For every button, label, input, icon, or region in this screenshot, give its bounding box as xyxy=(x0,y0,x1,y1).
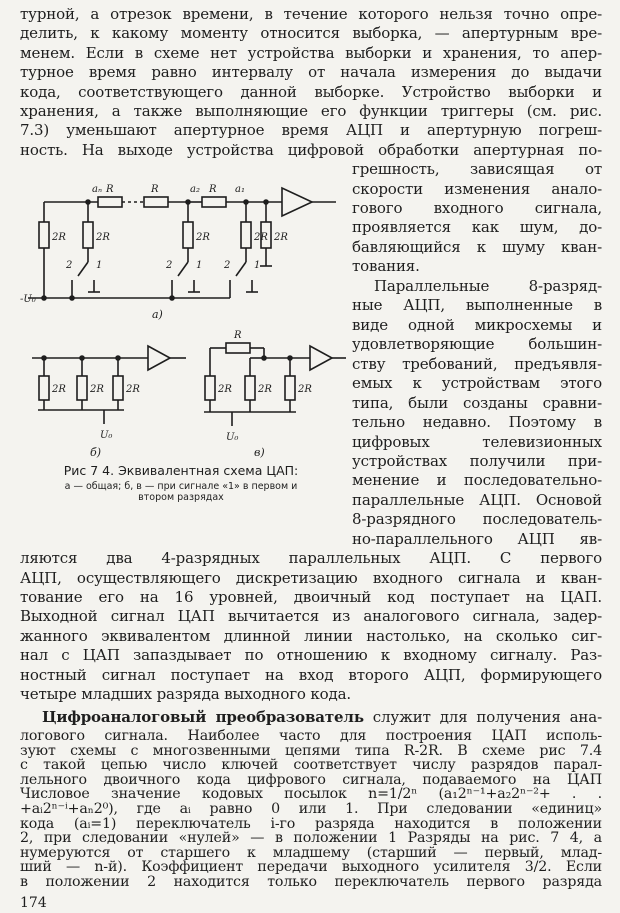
page-number: 174 xyxy=(20,895,47,911)
resistor-2r xyxy=(77,376,87,400)
label-uo: U₀ xyxy=(100,430,113,441)
text-line: четыре младших разряда выходного кода. xyxy=(20,685,352,703)
text-line: турной, а отрезок времени, в течение которого нельзя точно опре- xyxy=(20,5,602,23)
text-line: нал с ЦАП запаздывает по отношению к входному сигналу. Раз- xyxy=(20,646,602,664)
label-2r: 2R xyxy=(218,384,232,395)
text-line: 7.3) уменьшают апертурное время АЦП и апертурную погреш- xyxy=(20,121,602,139)
label-input: -U₀ xyxy=(20,294,36,305)
label-r: R xyxy=(151,184,159,195)
text-line: хранения, а также выполняющие его функции триггеры (см. рис. xyxy=(20,102,602,120)
label-switch-pos-1: 1 xyxy=(196,260,203,271)
label-switch-pos-1: 1 xyxy=(254,260,261,271)
label-uo: U₀ xyxy=(226,432,239,443)
op-amp-c xyxy=(310,346,332,370)
label-switch-pos-2: 2 xyxy=(166,260,173,271)
op-amp-b xyxy=(148,346,170,370)
text-line: виде одной микросхемы и xyxy=(352,316,602,334)
resistor-2r xyxy=(205,376,215,400)
text-line: менение и последовательно- xyxy=(352,471,602,489)
text-line: удовлетворяющие большин- xyxy=(352,335,602,353)
resistor-2r xyxy=(285,376,295,400)
figure-caption-title: Рис 7 4. Эквивалентная схема ЦАП: xyxy=(63,463,299,478)
subfigure-label-b: б) xyxy=(90,446,102,459)
label-2r: 2R xyxy=(52,232,66,243)
text-line: 8-разрядного последователь- xyxy=(352,510,602,528)
resistor-2r xyxy=(245,376,255,400)
label-r: R xyxy=(234,330,242,341)
text-line: Числовое значение кодовых посылок n=1/2ⁿ (a₁2ⁿ⁻¹+a₂2ⁿ⁻²+ . . xyxy=(20,786,602,803)
text-line: устройствах получили при- xyxy=(352,452,602,470)
label-r: R xyxy=(209,184,217,195)
text-line: +aᵢ2ⁿ⁻ⁱ+aₙ2⁰), где aᵢ равно 0 или 1. При следовании «единиц» xyxy=(20,801,602,817)
text-line: кода, соответствующего данной выборке. Устройство выборки и xyxy=(20,83,602,101)
resistor-r xyxy=(226,343,250,353)
text-line: кода (aᵢ=1) переключатель i-го разряда находится в положении xyxy=(20,815,602,832)
label-2r: 2R xyxy=(52,384,66,395)
text-line: делить, к какому моменту относится выборка, — апертурным вре- xyxy=(20,24,602,42)
text-line: тование его на 16 уровней, двоичный код поступает на ЦАП. xyxy=(20,588,602,606)
text-line: параллельные АЦП. Основой xyxy=(352,491,602,509)
text-line: жанного эквивалентом длинной линии настолько, на сколько сиг- xyxy=(20,627,602,645)
text-line: логового сигнала. Наиболее часто для построения ЦАП исполь- xyxy=(20,728,602,744)
resistor-2r xyxy=(83,222,93,248)
text-line: Цифроаналоговый преобразователь служит для получения ана- xyxy=(42,708,602,726)
figure-caption-legend: а — общая; б, в — при сигнале «1» в первом и xyxy=(64,481,298,492)
subfigure-label-c: в) xyxy=(254,446,265,459)
dac-circuit-figure xyxy=(20,180,350,462)
label-2r: 2R xyxy=(254,232,268,243)
label-2r: 2R xyxy=(90,384,104,395)
text-line: в положении 2 находится только переключатель первого разряда xyxy=(20,874,602,890)
text-line: но-параллельного АЦП яв- xyxy=(352,530,602,548)
label-r: R xyxy=(106,184,114,195)
section-heading: Цифроаналоговый преобразователь xyxy=(42,708,364,726)
label-a1: a₁ xyxy=(235,184,245,195)
label-a2: a₂ xyxy=(190,184,200,195)
label-switch-pos-2: 2 xyxy=(66,260,73,271)
label-2r: 2R xyxy=(274,232,288,243)
resistor-r xyxy=(144,197,168,207)
text-line: емых к устройствам этого xyxy=(352,374,602,392)
resistor-2r xyxy=(39,222,49,248)
text-line: ству требований, предъявля- xyxy=(352,355,602,373)
text-line: зуют схемы с многозвенными цепями типа R-2R. В схеме рис 7.4 xyxy=(20,742,602,759)
text-line: турное время равно интервалу от начала измерения до выдачи xyxy=(20,63,602,81)
text-line: АЦП, осуществляющего дискретизацию входного сигнала и кван- xyxy=(20,569,602,587)
text-line: скорости изменения анало- xyxy=(352,180,602,198)
text-line: Выходной сигнал ЦАП вычитается из аналогового сигнала, задер- xyxy=(20,607,602,625)
label-2r: 2R xyxy=(258,384,272,395)
text-line: цифровых телевизионных xyxy=(352,433,602,451)
text-line: с такой цепью число ключей соответствует числу разрядов парал- xyxy=(20,757,602,774)
label-2r: 2R xyxy=(96,232,110,243)
text-line: нумеруются от старшего к младшему (старший — первый, млад- xyxy=(20,844,602,861)
op-amp-a xyxy=(282,188,312,216)
text-line: ляются два 4-разрядных параллельных АЦП. С первого xyxy=(20,549,602,567)
label-switch-pos-2: 2 xyxy=(224,260,231,271)
text-line: лельного двоичного кода цифрового сигнала, подаваемого на ЦАП xyxy=(20,771,602,788)
subfigure-label-a: а) xyxy=(152,308,163,321)
text-line: проявляется как шум, до- xyxy=(352,218,602,236)
resistor-2r xyxy=(183,222,193,248)
text-line: менем. Если в схеме нет устройства выборки и хранения, то апер- xyxy=(20,44,602,62)
resistor-2r xyxy=(39,376,49,400)
text-line: тования. xyxy=(352,257,420,275)
text-line: типа, были созданы сравни- xyxy=(352,394,602,412)
text-line: 2, при следовании «нулей» — в положении 1 Разряды на рис. 7 4, а xyxy=(20,830,602,847)
resistor-r xyxy=(98,197,122,207)
text-line: ший — n-й). Коэффициент передачи выходного усилителя 3/2. Если xyxy=(20,859,602,876)
text-line: грешность, зависящая от xyxy=(352,160,602,178)
text-line: бавляющийся к шуму кван- xyxy=(352,238,602,256)
label-switch-pos-1: 1 xyxy=(96,260,103,271)
text-line: ность. На выходе устройства цифровой обработки апертурная по- xyxy=(20,141,602,159)
figure-caption-legend: втором разрядах xyxy=(138,492,224,503)
label-an: aₙ xyxy=(92,184,103,195)
text-line: Параллельные 8-разряд- xyxy=(374,277,602,295)
resistor-2r xyxy=(241,222,251,248)
text-line: тельно недавно. Поэтому в xyxy=(352,413,602,431)
label-2r: 2R xyxy=(298,384,312,395)
resistor-r xyxy=(202,197,226,207)
text-line: ные АЦП, выполненные в xyxy=(352,296,602,314)
label-2r: 2R xyxy=(196,232,210,243)
label-2r: 2R xyxy=(126,384,140,395)
text-line: гового входного сигнала, xyxy=(352,199,602,217)
circuit-a xyxy=(28,188,336,300)
resistor-2r xyxy=(113,376,123,400)
text-line: ностный сигнал поступает на вход второго АЦП, формирующего xyxy=(20,666,602,684)
